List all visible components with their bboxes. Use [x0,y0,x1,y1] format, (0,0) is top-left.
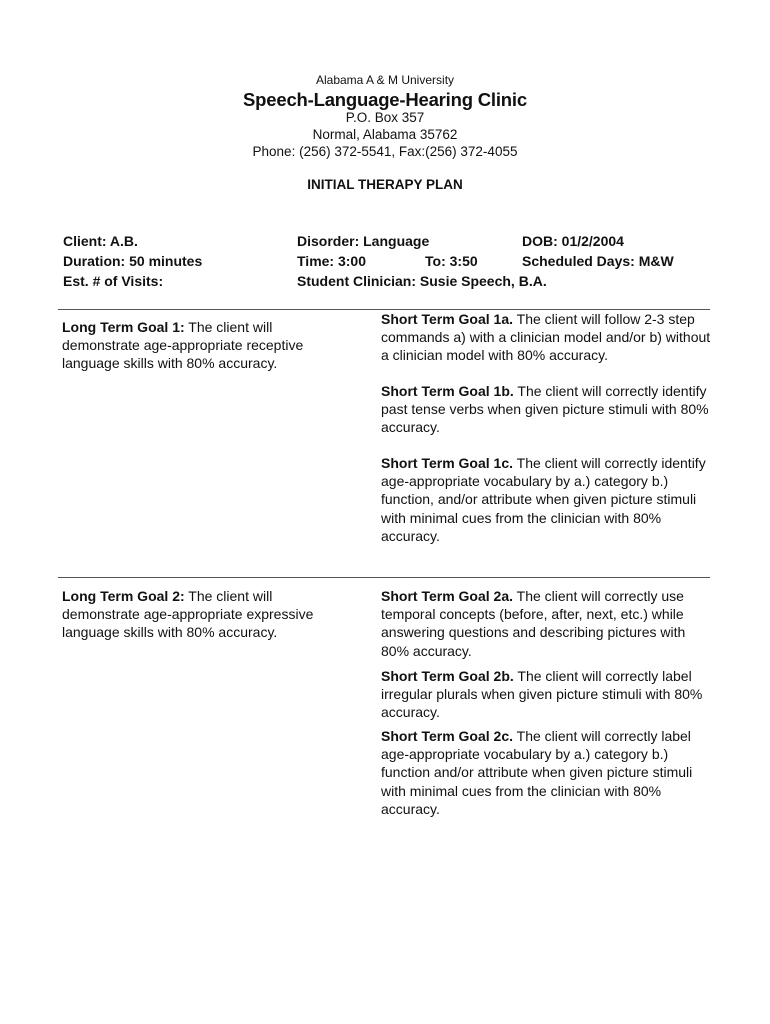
goal-label: Short Term Goal 2b. [381,668,514,684]
disorder: Disorder: Language [297,233,430,249]
goal-label: Short Term Goal 1a. [381,311,513,327]
session-start-time: Time: 3:00 [297,253,366,269]
goal-label: Short Term Goal 2c. [381,728,513,744]
date-of-birth: DOB: 01/2/2004 [522,233,624,249]
goal-label: Short Term Goal 2a. [381,588,513,604]
goal-text: The client will correctly label irregular plurals when given picture stimuli with 80% accuracy. [381,668,703,721]
section-divider [58,577,710,578]
short-term-goal [381,454,711,545]
student-clinician: Student Clinician: Susie Speech, B.A. [297,273,547,289]
goal-text: The client will follow 2-3 step commands a) with a clinician model and/or b) without a clinician model with 80% accuracy. [381,311,711,364]
clinic-name: Speech-Language-Hearing Clinic [243,89,527,110]
po-box: P.O. Box 357 [345,110,425,125]
city-state-zip: Normal, Alabama 35762 [312,127,458,142]
goal-text: The client will correctly identify past tense verbs when given picture stimuli with 80% accuracy. [381,383,709,436]
long-term-goal [62,318,347,373]
scheduled-days: Scheduled Days: M&W [522,253,674,269]
goal-label: Short Term Goal 1b. [381,383,514,399]
short-term-goal [381,587,711,660]
goal-label: Long Term Goal 2: [62,588,185,604]
goal-text: The client will correctly label age-appropriate vocabulary by a.) category b.) function and/or attribute when given picture stimuli with minimal cues from the clinician with 80% accuracy. [381,728,693,817]
short-term-goal [381,667,711,722]
session-end-time: To: 3:50 [425,253,478,269]
short-term-goal [381,727,711,818]
estimated-visits: Est. # of Visits: [63,273,164,289]
goal-label: Long Term Goal 1: [62,319,185,335]
short-term-goal [381,382,711,437]
goal-text: The client will correctly identify age-appropriate vocabulary by a.) category b.) function, and/or attribute when given picture stimuli with minimal cues from the clinician with 80% accuracy. [381,455,706,544]
goal-text: The client will correctly use temporal concepts (before, after, next, etc.) while answering questions and describing pictures with 80% accuracy. [381,588,686,659]
goal-text: The client will demonstrate age-appropriate expressive language skills with 80% accuracy. [62,588,314,641]
university-name: Alabama A & M University [315,73,455,87]
goal-label: Short Term Goal 1c. [381,455,513,471]
session-duration: Duration: 50 minutes [63,253,203,269]
long-term-goal [62,587,347,642]
document-title: INITIAL THERAPY PLAN [307,177,463,192]
goal-text: The client will demonstrate age-appropriate receptive language skills with 80% accuracy. [62,319,304,372]
short-term-goal [381,310,711,365]
phone-fax: Phone: (256) 372-5541, Fax:(256) 372-4055 [252,144,518,159]
client-name: Client: A.B. [63,233,138,249]
